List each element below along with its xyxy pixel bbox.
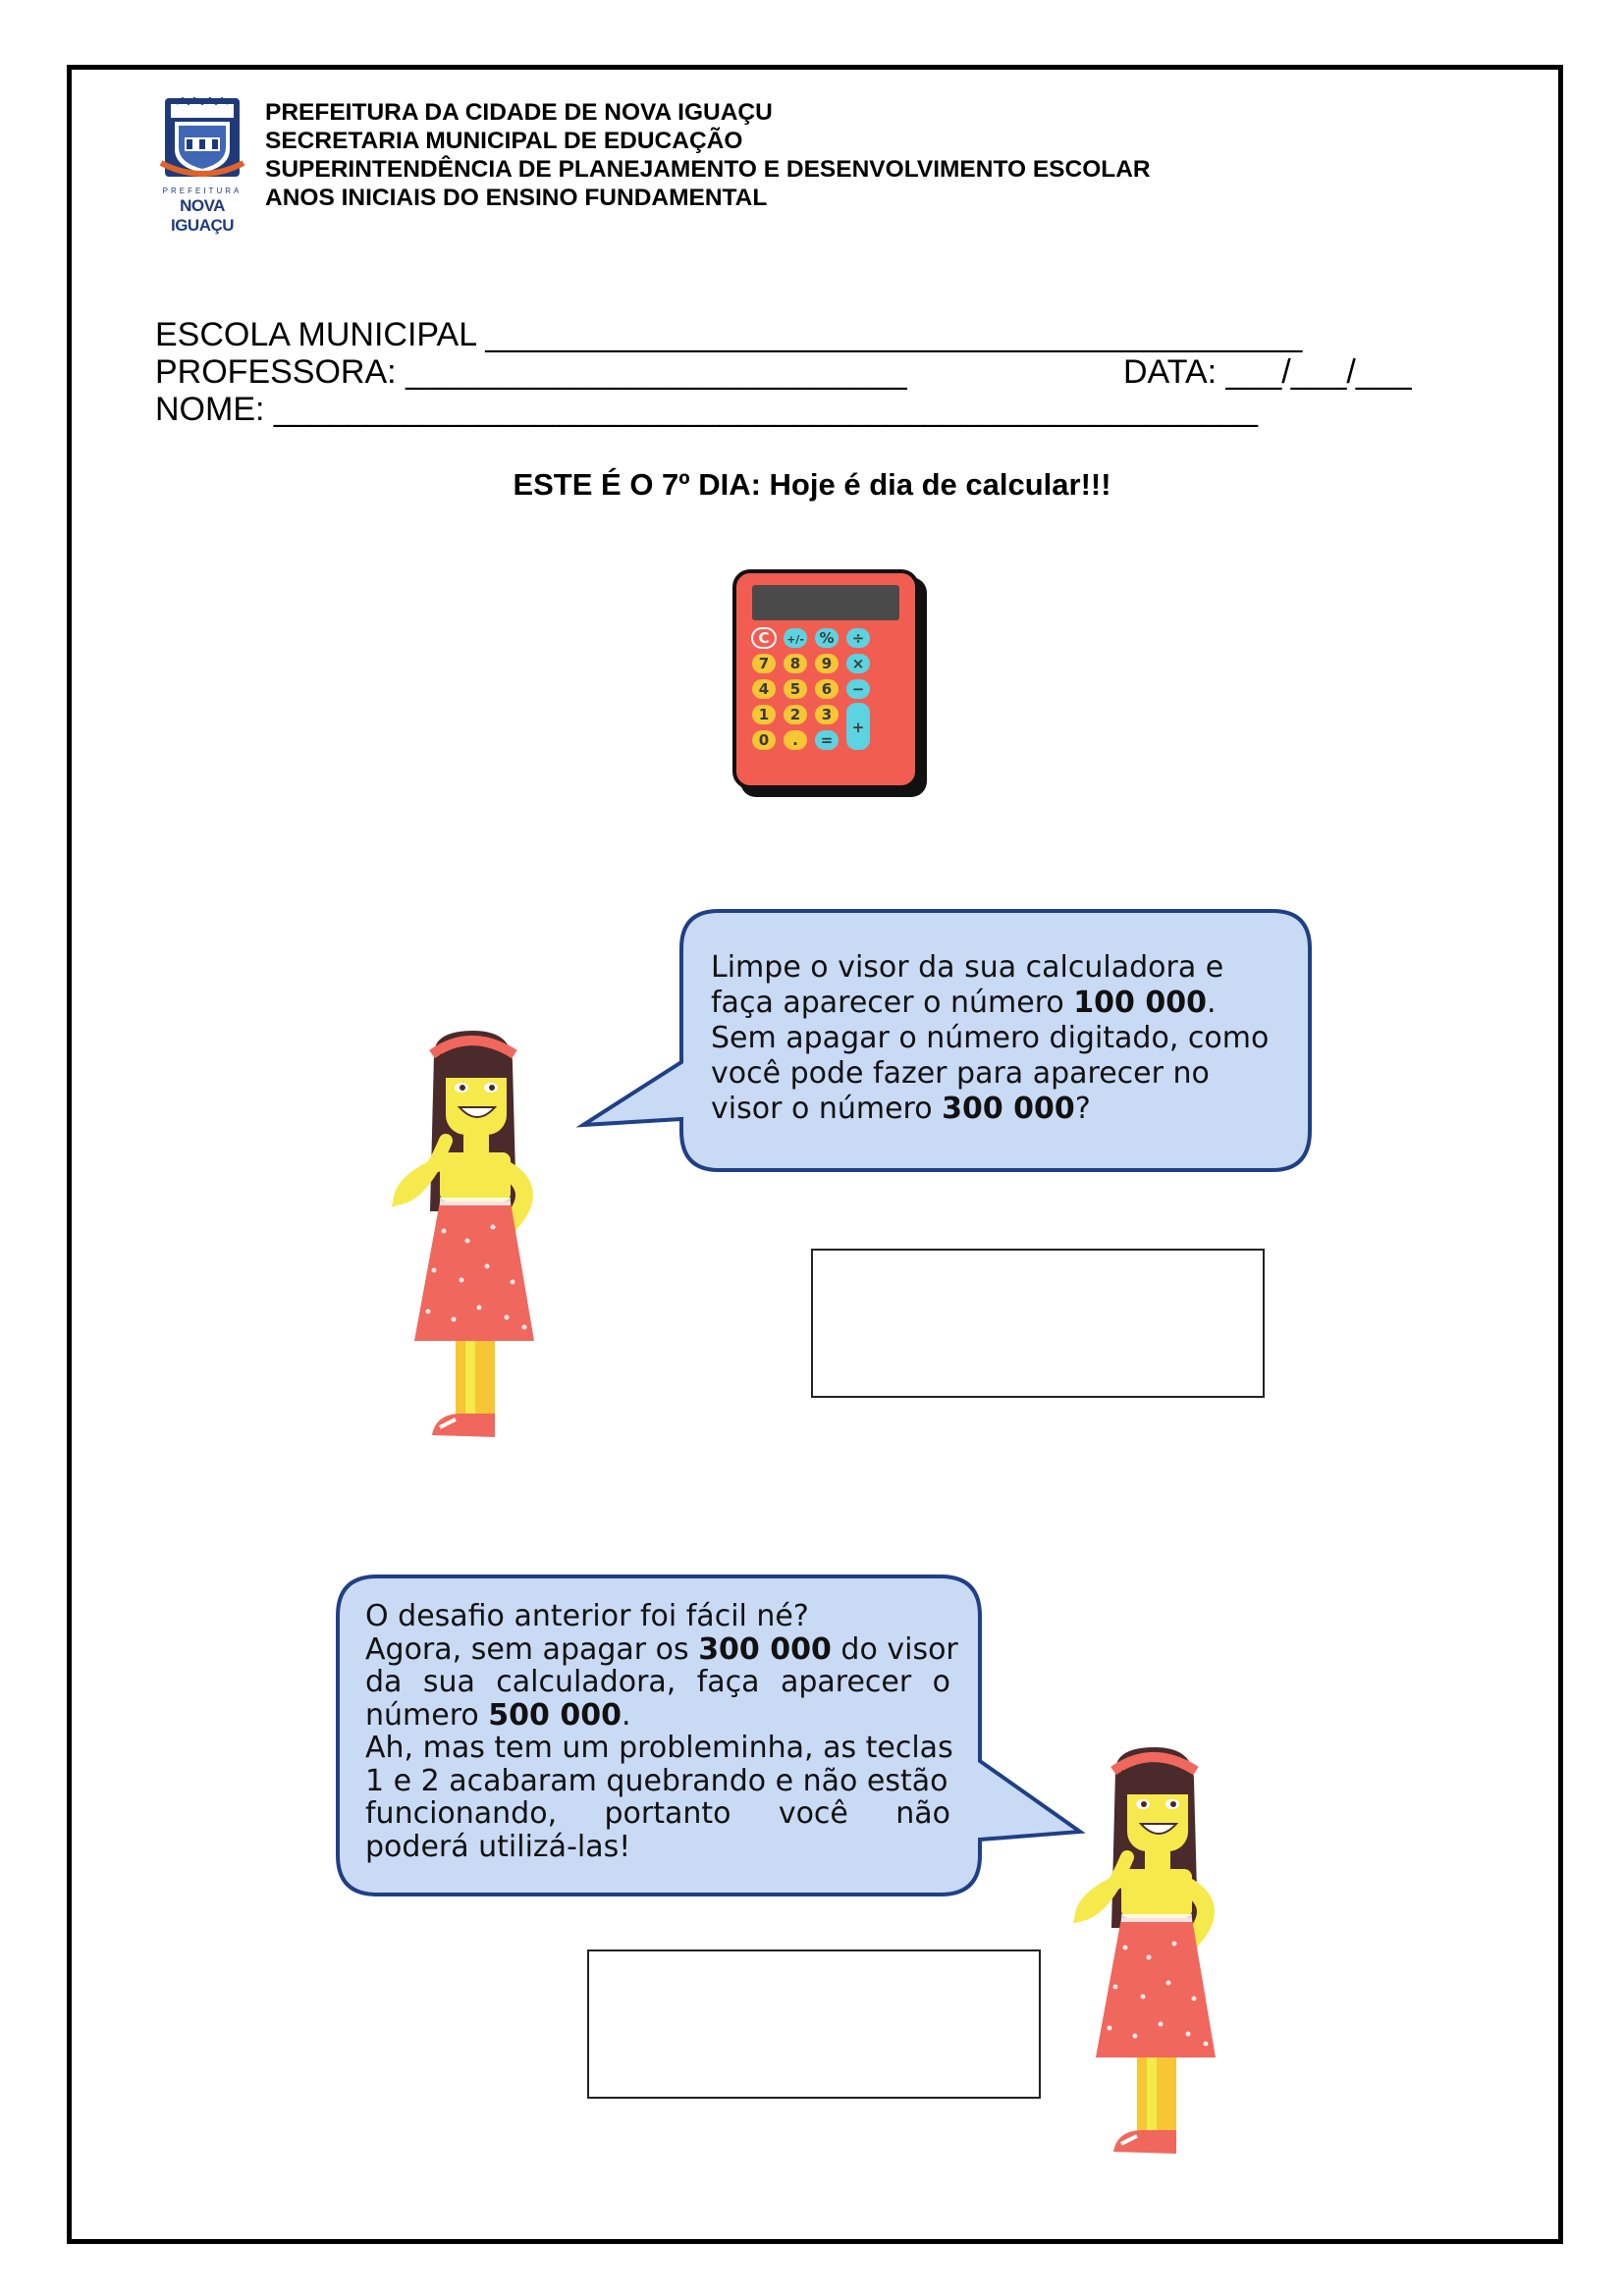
calc-key-label-11: − [851, 680, 865, 698]
header-line-4: ANOS INICIAIS DO ENSINO FUNDAMENTAL [265, 185, 768, 211]
school-field[interactable] [155, 316, 1302, 353]
calc-key-label-0: C [758, 629, 770, 647]
calculator-icon [732, 569, 929, 799]
answer-box-1[interactable] [811, 1249, 1265, 1398]
calc-key-label-9: 5 [789, 680, 801, 698]
school-label: ESCOLA MUNICIPAL [155, 316, 476, 353]
bubble-2-line-4: número 500 000. [365, 1697, 631, 1733]
calc-key-label-13: 2 [789, 706, 801, 723]
calc-key-label-3: ÷ [851, 629, 865, 647]
bubble-1-line-2: faça aparecer o número 100 000. [711, 986, 1217, 1020]
bubble-2-line-6: 1 e 2 acabaram quebrando e não estão [365, 1763, 948, 1798]
calc-key-label-14: 3 [821, 706, 833, 723]
bubble-2-line-1: O desafio anterior foi fácil né? [365, 1599, 809, 1633]
bubble-2-line-8: poderá utilizá-las! [365, 1829, 631, 1864]
calc-key-label-18: = [820, 731, 834, 749]
bubble-2-line-3: da sua calculadora, faça aparecer o [365, 1665, 950, 1699]
calc-key-label-5: 8 [789, 655, 801, 672]
calc-key-label-12: 1 [758, 706, 770, 723]
calc-key-label-6: 9 [821, 655, 833, 672]
calc-key-label-7: × [851, 655, 865, 672]
bubble-2-line-5: Ah, mas tem um probleminha, as teclas [365, 1731, 953, 1765]
teacher-blank[interactable]: ___________________________ [406, 353, 907, 391]
date-field[interactable] [1123, 353, 1412, 391]
header-line-2: SECRETARIA MUNICIPAL DE EDUCAÇÃO [265, 128, 743, 154]
calc-key-label-8: 4 [758, 680, 770, 698]
name-blank[interactable]: _____________________________________________________ [273, 391, 1259, 428]
header-line-1: PREFEITURA DA CIDADE DE NOVA IGUAÇU [265, 99, 773, 126]
page-title: ESTE É O 7º DIA: Hoje é dia de calcular!!! [513, 467, 1111, 502]
bubble-1-line-5: visor o número 300 000? [711, 1092, 1091, 1126]
institution-header [265, 98, 1151, 212]
girl-character-2-icon [1056, 1741, 1282, 2193]
bubble-1-line-4: você pode fazer para aparecer no [711, 1056, 1210, 1091]
calc-key-label-1: +/- [786, 633, 804, 646]
logo-caption-bottom: NOVA IGUAÇU [170, 196, 235, 235]
teacher-field[interactable] [155, 353, 907, 391]
date-label: DATA: [1123, 353, 1218, 391]
speech-bubble-1 [579, 903, 1318, 1178]
school-blank[interactable]: ____________________________________________ [485, 316, 1303, 353]
date-blank[interactable]: ___/___/___ [1225, 353, 1412, 391]
bubble-2-line-7: funcionando, portanto você não [365, 1796, 950, 1831]
speech-bubble-2 [332, 1569, 1088, 1902]
bubble-1-line-3: Sem apagar o número digitado, como [711, 1021, 1270, 1055]
bubble-1-line-1: Limpe o visor da sua calculadora e [711, 950, 1224, 985]
bubble-2-text [365, 1599, 958, 1864]
calc-key-label-4: 7 [758, 655, 770, 672]
teacher-label: PROFESSORA: [155, 353, 397, 391]
answer-box-2[interactable] [587, 1949, 1041, 2099]
bubble-2-line-2: Agora, sem apagar os 300 000 do visor [365, 1631, 958, 1667]
bubble-1-text [711, 950, 1269, 1127]
calc-key-label-15: + [851, 719, 865, 736]
logo-caption-top: PREFEITURA [162, 187, 243, 195]
calc-key-label-2: % [819, 629, 835, 647]
calc-key-label-16: 0 [758, 731, 770, 749]
girl-character-1-icon [385, 1025, 611, 1476]
calc-key-label-10: 6 [821, 680, 833, 698]
calc-key-label-17: . [792, 731, 798, 749]
name-label: NOME: [155, 391, 265, 428]
header-line-3: SUPERINTENDÊNCIA DE PLANEJAMENTO E DESENVOLVIMENTO ESCOLAR [265, 156, 1151, 183]
name-field[interactable] [155, 391, 1258, 428]
